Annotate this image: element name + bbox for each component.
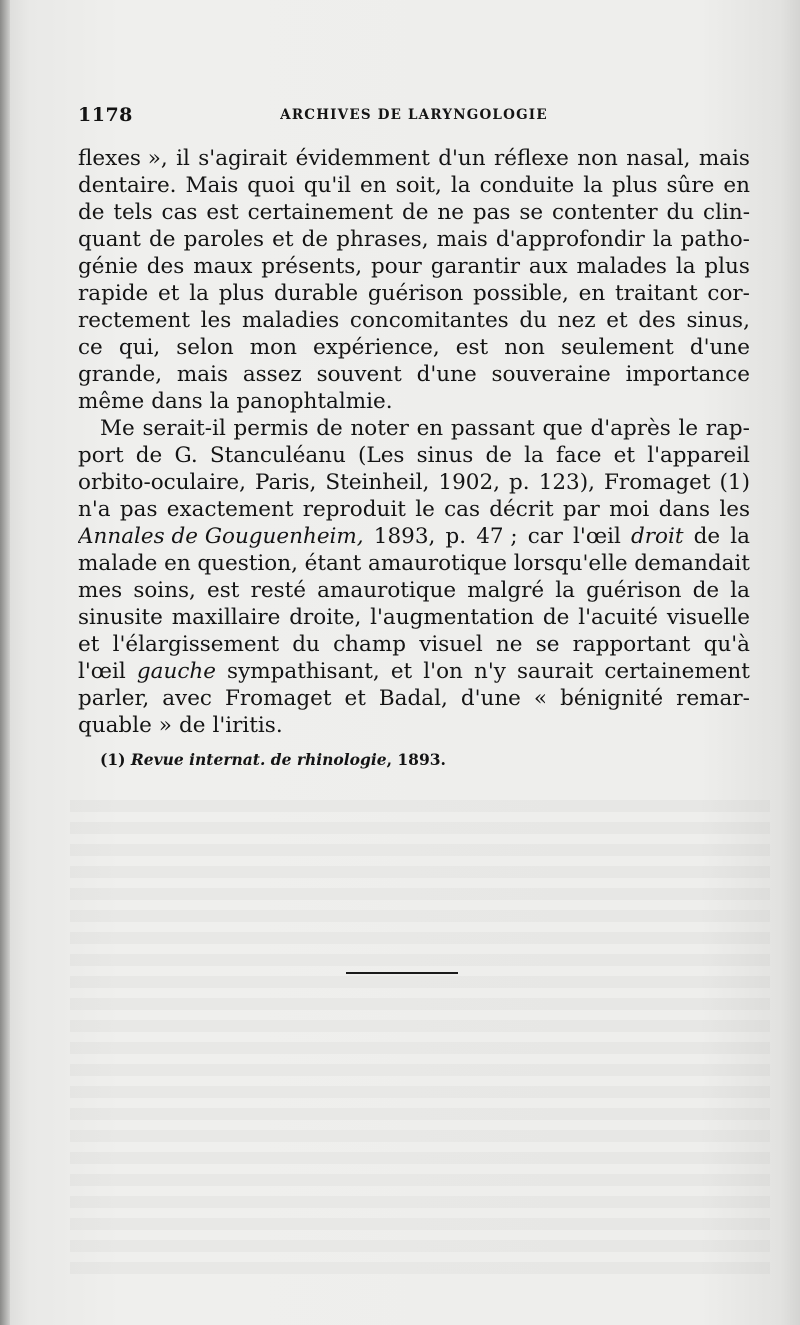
- word: Paris,: [255, 470, 317, 495]
- word: et: [344, 686, 366, 711]
- word: conduite: [479, 173, 575, 198]
- word: rap-: [705, 416, 750, 441]
- word: car: [527, 524, 563, 549]
- word: moi: [609, 497, 650, 522]
- word: mais: [698, 146, 750, 171]
- word: en: [359, 173, 387, 198]
- word: d'une: [689, 335, 750, 360]
- word: lorsqu'elle: [513, 551, 628, 576]
- word: garantir: [430, 254, 521, 279]
- word: rapportant: [572, 632, 691, 657]
- word: d'après: [590, 416, 671, 441]
- word: la: [730, 524, 750, 549]
- word: la: [450, 173, 471, 198]
- text-line: [78, 712, 750, 739]
- word: (1): [719, 470, 750, 495]
- word: la: [555, 578, 575, 603]
- word: tels: [113, 200, 153, 225]
- word: face: [555, 443, 602, 468]
- text-line: [78, 658, 750, 685]
- text-line: [78, 280, 750, 307]
- word: question,: [197, 551, 298, 576]
- word: sinusite: [78, 605, 163, 630]
- text-line: [78, 604, 750, 631]
- word: l'œil: [573, 524, 621, 549]
- word: en: [723, 173, 750, 198]
- word: est: [206, 200, 239, 225]
- word: 1893,: [373, 524, 436, 549]
- word: flexes »,: [78, 146, 168, 171]
- word: Fromaget: [604, 470, 711, 495]
- text-line: [78, 685, 750, 712]
- text-line: [78, 226, 750, 253]
- word: de: [485, 443, 512, 468]
- word: les: [200, 308, 232, 333]
- footnote: (1) Revue internat. de rhinologie, 1893.: [100, 750, 446, 769]
- word: ce: [78, 335, 103, 360]
- word: port: [78, 443, 124, 468]
- text-line: [78, 388, 750, 415]
- word: champ: [333, 632, 406, 657]
- word: et: [272, 227, 294, 252]
- word: la: [730, 578, 750, 603]
- word: guérison: [367, 281, 464, 306]
- word: la: [652, 227, 673, 252]
- word: réflexe: [493, 146, 569, 171]
- word: le: [678, 416, 699, 441]
- word: de: [693, 524, 721, 549]
- word: droit: [630, 524, 684, 549]
- word: importance: [625, 362, 750, 387]
- word: mes: [78, 578, 123, 603]
- word: sinus,: [686, 308, 750, 333]
- word: dans: [658, 497, 711, 522]
- word: génie: [78, 254, 138, 279]
- text-line: [78, 631, 750, 658]
- word: n'y: [473, 659, 506, 684]
- bleed-through: [70, 800, 770, 1280]
- word: qu'à: [703, 632, 750, 657]
- word: maladies: [241, 308, 340, 333]
- word: sinus: [416, 443, 474, 468]
- word: cas: [444, 497, 480, 522]
- word: durable: [274, 281, 359, 306]
- word: l'augmentation: [370, 605, 535, 630]
- text-line: [78, 550, 750, 577]
- word: la: [524, 443, 544, 468]
- word: demandait: [634, 551, 750, 576]
- word: dentaire.: [78, 173, 177, 198]
- word: cas: [161, 200, 198, 225]
- text-line: [78, 469, 750, 496]
- word: assez: [242, 362, 302, 387]
- word: gauche: [136, 659, 216, 684]
- word: Steinheil,: [325, 470, 430, 495]
- word: le: [415, 497, 435, 522]
- word: (Les: [358, 443, 405, 468]
- word: maux: [193, 254, 253, 279]
- word: d'une: [416, 362, 477, 387]
- word: l'iritis.: [212, 713, 283, 738]
- word: resté: [250, 578, 307, 603]
- word: évidemment: [295, 146, 430, 171]
- word: Stanculéanu: [209, 443, 346, 468]
- word: d'approfondir: [495, 227, 645, 252]
- word: de: [316, 416, 343, 441]
- word: l'on: [423, 659, 463, 684]
- word: de: [692, 578, 720, 603]
- word: l'œil: [78, 659, 126, 684]
- word: l'élargissement: [112, 632, 280, 657]
- word: la: [675, 254, 696, 279]
- word: Me: [100, 416, 135, 441]
- word: panophtalmie.: [236, 389, 393, 414]
- word: présents,: [261, 254, 363, 279]
- word: l'acuité: [578, 605, 658, 630]
- word: patho-: [680, 227, 750, 252]
- end-rule: [346, 972, 458, 974]
- word: non: [504, 335, 545, 360]
- word: amaurotique: [368, 551, 507, 576]
- word: souvent: [316, 362, 402, 387]
- text-line: [78, 577, 750, 604]
- word: de: [78, 200, 105, 225]
- word: la: [189, 281, 209, 306]
- word: d'un: [438, 146, 486, 171]
- text-line: [78, 307, 750, 334]
- word: phrases,: [336, 227, 429, 252]
- word: contenter: [551, 200, 658, 225]
- text-line: [78, 496, 750, 523]
- word: se: [535, 632, 560, 657]
- word: cor-: [707, 281, 750, 306]
- word: mais: [436, 227, 488, 252]
- word: n'a: [78, 497, 111, 522]
- word: dans: [151, 389, 203, 414]
- word: et: [613, 443, 636, 468]
- word: les: [719, 497, 750, 522]
- word: plus: [218, 281, 265, 306]
- page-edge-shadow: [0, 0, 10, 1325]
- word: rapide: [78, 281, 149, 306]
- word: saurait: [516, 659, 594, 684]
- word: mais: [176, 362, 228, 387]
- word: aux: [528, 254, 568, 279]
- word: quoi: [247, 173, 295, 198]
- word: soins,: [133, 578, 196, 603]
- word: 1902,: [438, 470, 500, 495]
- word: amaurotique: [317, 578, 457, 603]
- word: du: [666, 200, 695, 225]
- word: quant: [78, 227, 141, 252]
- word: selon: [176, 335, 234, 360]
- word: plus: [611, 173, 658, 198]
- word: qu'il: [303, 173, 351, 198]
- word: visuel: [419, 632, 483, 657]
- word: »: [158, 713, 172, 738]
- word: «: [533, 686, 548, 711]
- text-line: [78, 523, 750, 550]
- word: même: [78, 389, 145, 414]
- page-number: 1178: [78, 104, 133, 126]
- running-head: ARCHIVES DE LARYNGOLOGIE: [280, 107, 548, 123]
- text-line: [78, 253, 750, 280]
- word: traitant: [615, 281, 698, 306]
- word: passant: [450, 416, 535, 441]
- word: serait-il: [142, 416, 226, 441]
- word: p.: [509, 470, 530, 495]
- word: certainement: [247, 200, 394, 225]
- word: qui,: [118, 335, 161, 360]
- text-line: [78, 199, 750, 226]
- word: avec: [162, 686, 212, 711]
- word: possible,: [473, 281, 569, 306]
- word: mon: [249, 335, 297, 360]
- word: grande,: [78, 362, 163, 387]
- word: ne: [437, 200, 464, 225]
- word: reproduit: [302, 497, 406, 522]
- word: en: [578, 281, 606, 306]
- word: Mais: [185, 173, 239, 198]
- text-line: [78, 172, 750, 199]
- text-line: [78, 415, 750, 442]
- word: et: [390, 659, 413, 684]
- word: concomitantes: [349, 308, 509, 333]
- word: permis: [233, 416, 309, 441]
- word: de: [149, 227, 176, 252]
- word: des: [146, 254, 185, 279]
- word: rectement: [78, 308, 191, 333]
- word: des: [638, 308, 676, 333]
- word: se: [519, 200, 544, 225]
- word: pas: [472, 200, 511, 225]
- word: de: [178, 713, 206, 738]
- word: en: [416, 416, 444, 441]
- word: orbito-oculaire,: [78, 470, 246, 495]
- text-line: [78, 334, 750, 361]
- word: et: [606, 308, 628, 333]
- word: noter: [350, 416, 409, 441]
- word: et: [78, 632, 100, 657]
- word: malades: [576, 254, 667, 279]
- word: la: [209, 389, 230, 414]
- word: l'appareil: [647, 443, 750, 468]
- word: soit,: [395, 173, 442, 198]
- word: nasal,: [626, 146, 691, 171]
- word: décrit: [489, 497, 554, 522]
- word: certainement: [604, 659, 750, 684]
- word: de: [301, 227, 329, 252]
- word: guérison: [586, 578, 682, 603]
- word: s'agirait: [198, 146, 288, 171]
- word: de: [135, 443, 163, 468]
- text-line: [78, 145, 750, 172]
- word: Annales de Gouguenheim,: [78, 524, 364, 549]
- text-line: [78, 442, 750, 469]
- word: Badal,: [378, 686, 448, 711]
- word: expérience,: [313, 335, 440, 360]
- word: de: [542, 605, 570, 630]
- word: nez: [557, 308, 596, 333]
- word: pas: [119, 497, 158, 522]
- word: en: [164, 551, 191, 576]
- word: du: [292, 632, 320, 657]
- word: parler,: [78, 686, 150, 711]
- word: G.: [174, 443, 198, 468]
- word: 123),: [538, 470, 595, 495]
- word: maxillaire: [171, 605, 281, 630]
- word: pour: [370, 254, 422, 279]
- page-header: [78, 104, 750, 128]
- word: bénignité: [560, 686, 664, 711]
- word: souveraine: [491, 362, 611, 387]
- word: du: [519, 308, 547, 333]
- word: et: [158, 281, 180, 306]
- word: malgré: [467, 578, 545, 603]
- word: remar-: [676, 686, 750, 711]
- text-line: [78, 361, 750, 388]
- word: sympathisant,: [227, 659, 380, 684]
- word: de: [402, 200, 429, 225]
- word: d'une: [460, 686, 521, 711]
- word: est: [207, 578, 240, 603]
- word: la: [583, 173, 603, 198]
- word: quable: [78, 713, 152, 738]
- word: étant: [304, 551, 362, 576]
- word: est: [455, 335, 489, 360]
- word: droite,: [289, 605, 362, 630]
- word: p.: [445, 524, 467, 549]
- word: que: [542, 416, 583, 441]
- word: ne: [495, 632, 523, 657]
- word: plus: [704, 254, 750, 279]
- word: clin-: [703, 200, 750, 225]
- word: exactement: [166, 497, 294, 522]
- word: par: [562, 497, 600, 522]
- word: 47 ;: [476, 524, 518, 549]
- word: visuelle: [666, 605, 750, 630]
- word: seulement: [560, 335, 674, 360]
- word: Fromaget: [224, 686, 332, 711]
- word: malade: [78, 551, 158, 576]
- word: paroles: [183, 227, 265, 252]
- word: non: [577, 146, 618, 171]
- word: il: [176, 146, 190, 171]
- word: sûre: [666, 173, 715, 198]
- body-text: [78, 145, 750, 739]
